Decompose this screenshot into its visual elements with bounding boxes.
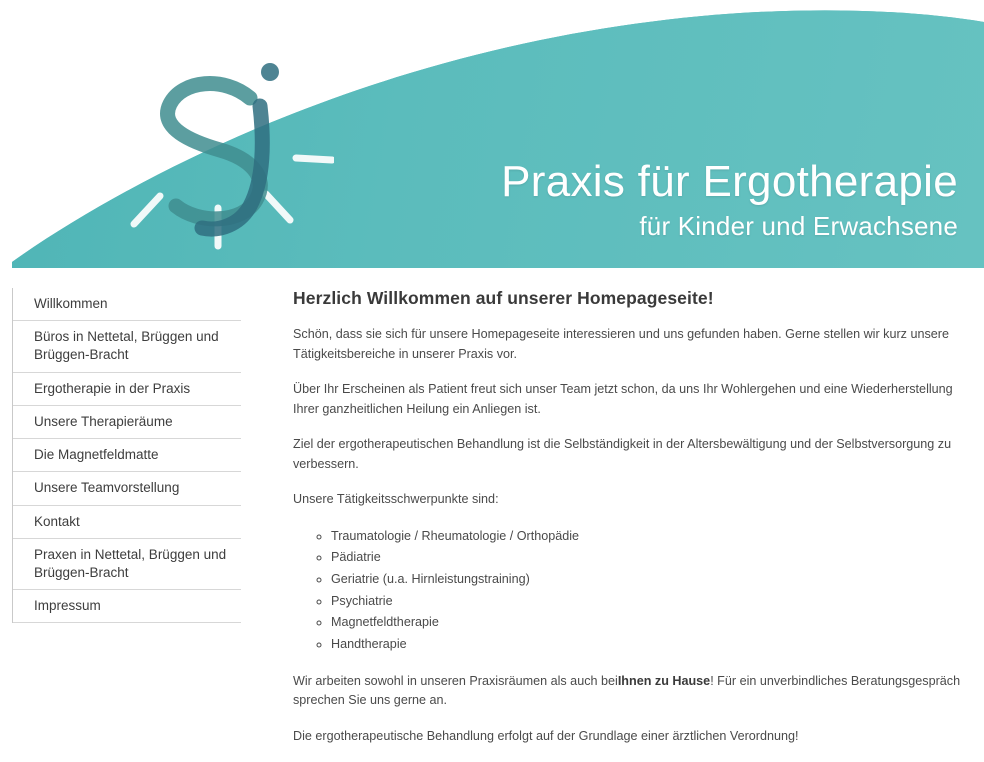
- sidebar-item-teamvorstellung[interactable]: Unsere Teamvorstellung: [13, 472, 241, 505]
- focus-areas-lead-in: Unsere Tätigkeitsschwerpunkte sind:: [293, 492, 499, 507]
- list-item: ◦ Geriatrie (u.a. Hirnleistungstraining): [331, 569, 966, 591]
- sidebar-item-ergotherapie-praxis[interactable]: Ergotherapie in der Praxis: [13, 373, 241, 406]
- sidebar-item-praxen[interactable]: Praxen in Nettetal, Brüggen und Brüggen-Bracht: [13, 539, 241, 590]
- home-visit-text-1: Wir arbeiten sowohl in unseren Praxisräumen als auch bei: [293, 673, 618, 688]
- list-item: ◦ Magnetfeldtherapie: [331, 612, 966, 634]
- list-item: ◦ Traumatologie / Rheumatologie / Orthopädie: [331, 526, 966, 548]
- home-visit-text-2: ! Für ein unverbindliches Beratungsgespräch sprechen Sie uns gerne an.: [293, 673, 961, 708]
- sidebar-navigation: [12, 288, 241, 623]
- list-item: ◦ Pädiatrie: [331, 547, 966, 569]
- intro-paragraph-2: Über Ihr Erscheinen als Patient freut sich unser Team jetzt schon, da uns Ihr Wohlergehen und eine Wiederherstellung Ihrer ganzheitlichen Heilung ein Anliegen ist.: [293, 382, 953, 416]
- sidebar-item-magnetfeldmatte[interactable]: Die Magnetfeldmatte: [13, 439, 241, 472]
- home-visit-paragraph: [293, 672, 966, 711]
- content-area: [0, 268, 984, 762]
- main-content: [241, 288, 984, 762]
- site-header: [12, 0, 984, 268]
- sidebar-item-bueros[interactable]: Büros in Nettetal, Brüggen und Brüggen-Bracht: [13, 321, 241, 372]
- list-item: ◦ Psychiatrie: [331, 591, 966, 613]
- header-title: [501, 157, 958, 241]
- header-title-sub: für Kinder und Erwachsene: [639, 211, 958, 241]
- home-visit-emphasis: Ihnen zu Hause: [617, 673, 711, 688]
- prescription-note: Die ergotherapeutische Behandlung erfolgt auf der Grundlage einer ärztlichen Verordnung!: [293, 728, 799, 743]
- sj-sun-logo: [74, 10, 334, 260]
- header-title-main: Praxis für Ergotherapie: [501, 157, 958, 206]
- intro-paragraph-1: Schön, dass sie sich für unsere Homepageseite interessieren und uns gefunden haben. Gerne stellen wir kurz unsere Tätigkeitsbereiche in unserer Praxis vor.: [293, 327, 949, 361]
- list-item: ◦ Handtherapie: [331, 634, 966, 656]
- nav-list: [13, 288, 241, 623]
- sidebar-item-kontakt[interactable]: Kontakt: [13, 506, 241, 539]
- page-title: Herzlich Willkommen auf unserer Homepageseite!: [293, 288, 714, 308]
- sidebar-item-willkommen[interactable]: Willkommen: [13, 288, 241, 321]
- sidebar-item-impressum[interactable]: Impressum: [13, 590, 241, 623]
- focus-areas-list: [293, 526, 966, 656]
- sidebar-item-therapieraeume[interactable]: Unsere Therapieräume: [13, 406, 241, 439]
- intro-paragraph-3: Ziel der ergotherapeutischen Behandlung ist die Selbständigkeit in der Altersbewältigung und der Selbstversorgung zu verbessern.: [293, 437, 952, 471]
